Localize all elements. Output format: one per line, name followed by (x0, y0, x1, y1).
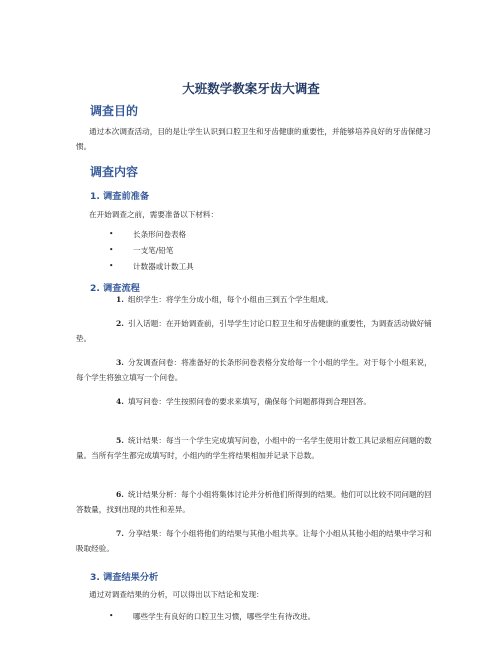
step-item: 6. 统计结果分析：每个小组将集体讨论并分析他们所得到的结果。他们可以比较不同问题的回答数量，找到出现的共性和差异。 (76, 490, 432, 514)
bullet-icon: • (109, 229, 114, 238)
step-item: 1. 组织学生：将学生分成小组，每个小组由三到五个学生组成。 (116, 295, 334, 304)
step-item: 7. 分享结果：每个小组将他们的结果与其他小组共享。让每个小组从其他小组的结果中学习和吸取经验。 (76, 529, 432, 553)
prep-intro: 在开始调查之前，需要准备以下材料： (89, 210, 219, 219)
subheading-analysis: 3. 调查结果分析 (90, 572, 159, 583)
document-page: 大班数学教案牙齿大调查 调查目的 通过本次调查活动，目的是让学生认识到口腔卫生和牙齿健康的重要性，并能够培养良好的牙齿保健习惯。 调查内容 1. 调查前准备 在开始调查之前，需要准备以下材料： • 长条形问卷表格 • 一支笔/铅笔 • 计数器或计数工具 2. 调查流程 1. 组织学生：将学生分成小组，每个小组由三到五个学生组成。 2. 引入话题：在开始调查前，引导学生讨论口腔卫生和牙齿健康的重要性，为调查活动做好铺垫。 3. 分发调查问卷：将准备好的长条形问卷表格分发给每一个小组的学生。对于每个小组来说，每个学生将独立填写一个问卷。 4. 填写问卷：学生按照问卷的要求来填写，确保每个问题都得到合理回答。 5. 统计结果：每当一个学生完成填写问卷，小组中的一名学生使用计数工具记录相应问题的数量。当所有学生都完成填写时，小组内的学生将结果相加并记录下总数。 6. 统计结果分析：每个小组将集体讨论并分析他们所得到的结果。他们可以比较不同问题的回答数量，找到出现的共性和差异。 7. 分享结果：每个小组将他们的结果与其他小组共享。让每个小组从其他小组的结果中学习和吸取经验。 3. 调查结果分析 通过对调查结果的分析，可以得出以下结论和发现： • 哪些学生有良好的口腔卫生习惯，哪些学生有待改进。 (0, 0, 502, 649)
analysis-intro: 通过对调查结果的分析，可以得出以下结论和发现： (89, 590, 264, 599)
step-item: 4. 填写问卷：学生按照问卷的要求来填写，确保每个问题都得到合理回答。 (116, 397, 371, 406)
section-heading-purpose: 调查目的 (90, 104, 139, 118)
section-heading-content: 调查内容 (90, 165, 139, 179)
document-title: 大班数学教案牙齿大调查 (182, 81, 320, 96)
subheading-process: 2. 调查流程 (90, 283, 140, 294)
step-item: 5. 统计结果：每当一个学生完成填写问卷，小组中的一名学生使用计数工具记录相应问题的数量。当所有学生都完成填写时，小组内的学生将结果相加并记录下总数。 (76, 436, 432, 460)
bullet-icon: • (109, 245, 114, 254)
subheading-prep: 1. 调查前准备 (90, 191, 150, 202)
bullet-icon: • (109, 611, 114, 620)
step-item: 2. 引入话题：在开始调查前，引导学生讨论口腔卫生和牙齿健康的重要性，为调查活动做好铺垫。 (76, 319, 432, 343)
bullet-icon: • (109, 261, 114, 270)
step-item: 3. 分发调查问卷：将准备好的长条形问卷表格分发给每一个小组的学生。对于每个小组来说，每个学生将独立填写一个问卷。 (76, 358, 432, 382)
purpose-paragraph: 通过本次调查活动，目的是让学生认识到口腔卫生和牙齿健康的重要性，并能够培养良好的牙齿保健习惯。 (76, 127, 431, 151)
